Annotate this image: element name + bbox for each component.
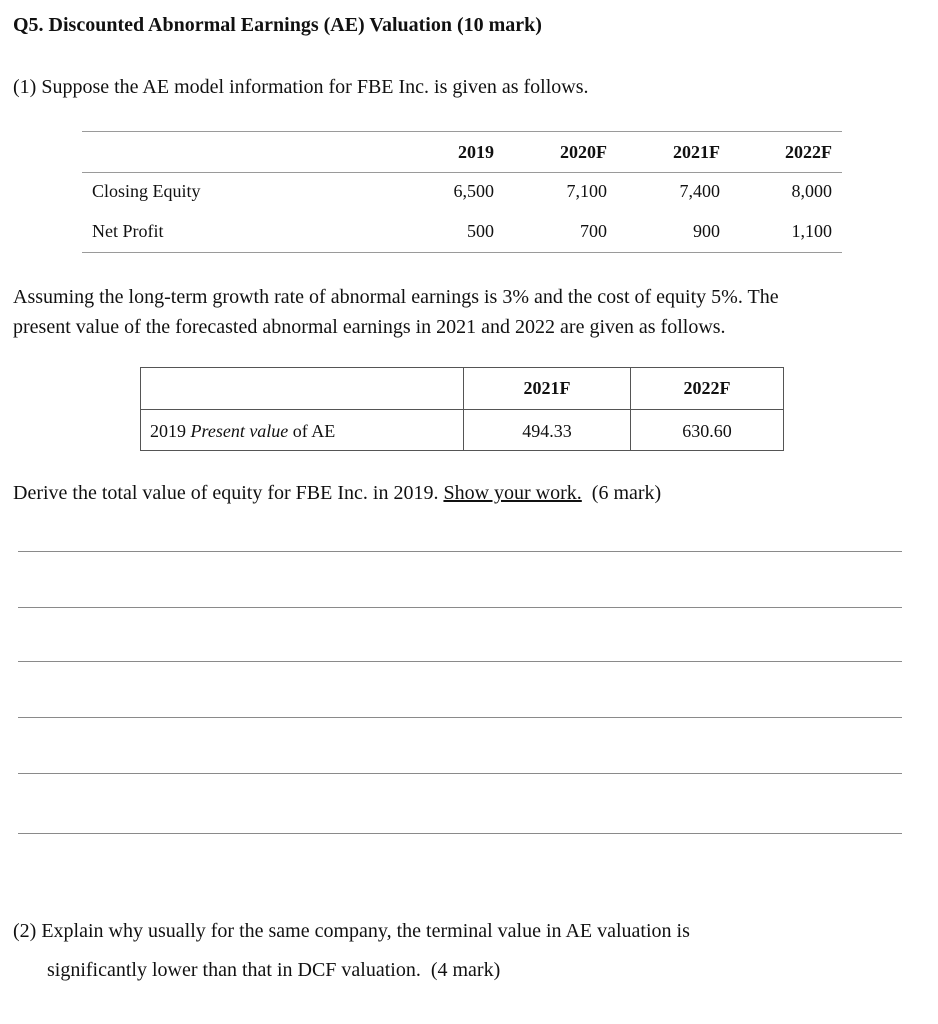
answer-line[interactable] [18, 717, 902, 718]
column-header-2022F: 2022F [785, 142, 832, 162]
table-cell: 7,400 [679, 181, 720, 201]
derive-instruction [13, 478, 661, 508]
table-header-rule [82, 172, 842, 173]
show-work-underlined: Show your work. [443, 482, 582, 504]
table-cell: 500 [467, 221, 494, 241]
table-top-rule [82, 131, 842, 132]
pv-value-2021F: 494.33 [522, 421, 572, 441]
derive-instruction-text: Derive the total value of equity for FBE Inc. in 2019. [13, 482, 444, 504]
assumption-line-1: Assuming the long-term growth rate of abnormal earnings is 3% and the cost of equity 5%. The [13, 286, 779, 308]
table-cell: 700 [580, 221, 607, 241]
part2-line-1: (2) Explain why usually for the same company, the terminal value in AE valuation is [13, 920, 690, 942]
pv-row-label-prefix: 2019 [150, 421, 191, 441]
assumption-line-2: present value of the forecasted abnormal earnings in 2021 and 2022 are given as follows. [13, 316, 726, 338]
pv-row-label [150, 421, 335, 442]
table-divider [141, 409, 783, 410]
question-title: Q5. Discounted Abnormal Earnings (AE) Valuation (10 mark) [13, 14, 542, 36]
row-label-closing-equity: Closing Equity [92, 181, 201, 201]
pv-column-header-2022F: 2022F [683, 378, 731, 398]
pv-value-2022F: 630.60 [682, 421, 732, 441]
pv-row-label-suffix: of AE [288, 421, 336, 441]
answer-line[interactable] [18, 833, 902, 834]
answer-line[interactable] [18, 773, 902, 774]
table-cell: 900 [693, 221, 720, 241]
answer-line[interactable] [18, 607, 902, 608]
column-header-2021F: 2021F [673, 142, 720, 162]
present-value-table [140, 367, 784, 451]
table-cell: 1,100 [791, 221, 832, 241]
part1-intro: (1) Suppose the AE model information for FBE Inc. is given as follows. [13, 76, 589, 98]
answer-line[interactable] [18, 661, 902, 662]
column-header-2020F: 2020F [560, 142, 607, 162]
pv-column-header-2021F: 2021F [523, 378, 571, 398]
part2-line-2: significantly lower than that in DCF valuation. (4 mark) [47, 959, 501, 981]
table-bottom-rule [82, 252, 842, 253]
answer-line[interactable] [18, 551, 902, 552]
column-header-2019: 2019 [458, 142, 494, 162]
table-cell: 8,000 [791, 181, 832, 201]
table-cell: 6,500 [453, 181, 494, 201]
row-label-net-profit: Net Profit [92, 221, 164, 241]
table-cell: 7,100 [566, 181, 607, 201]
pv-row-label-italic: Present value [190, 421, 289, 441]
derive-mark: (6 mark) [581, 482, 662, 504]
